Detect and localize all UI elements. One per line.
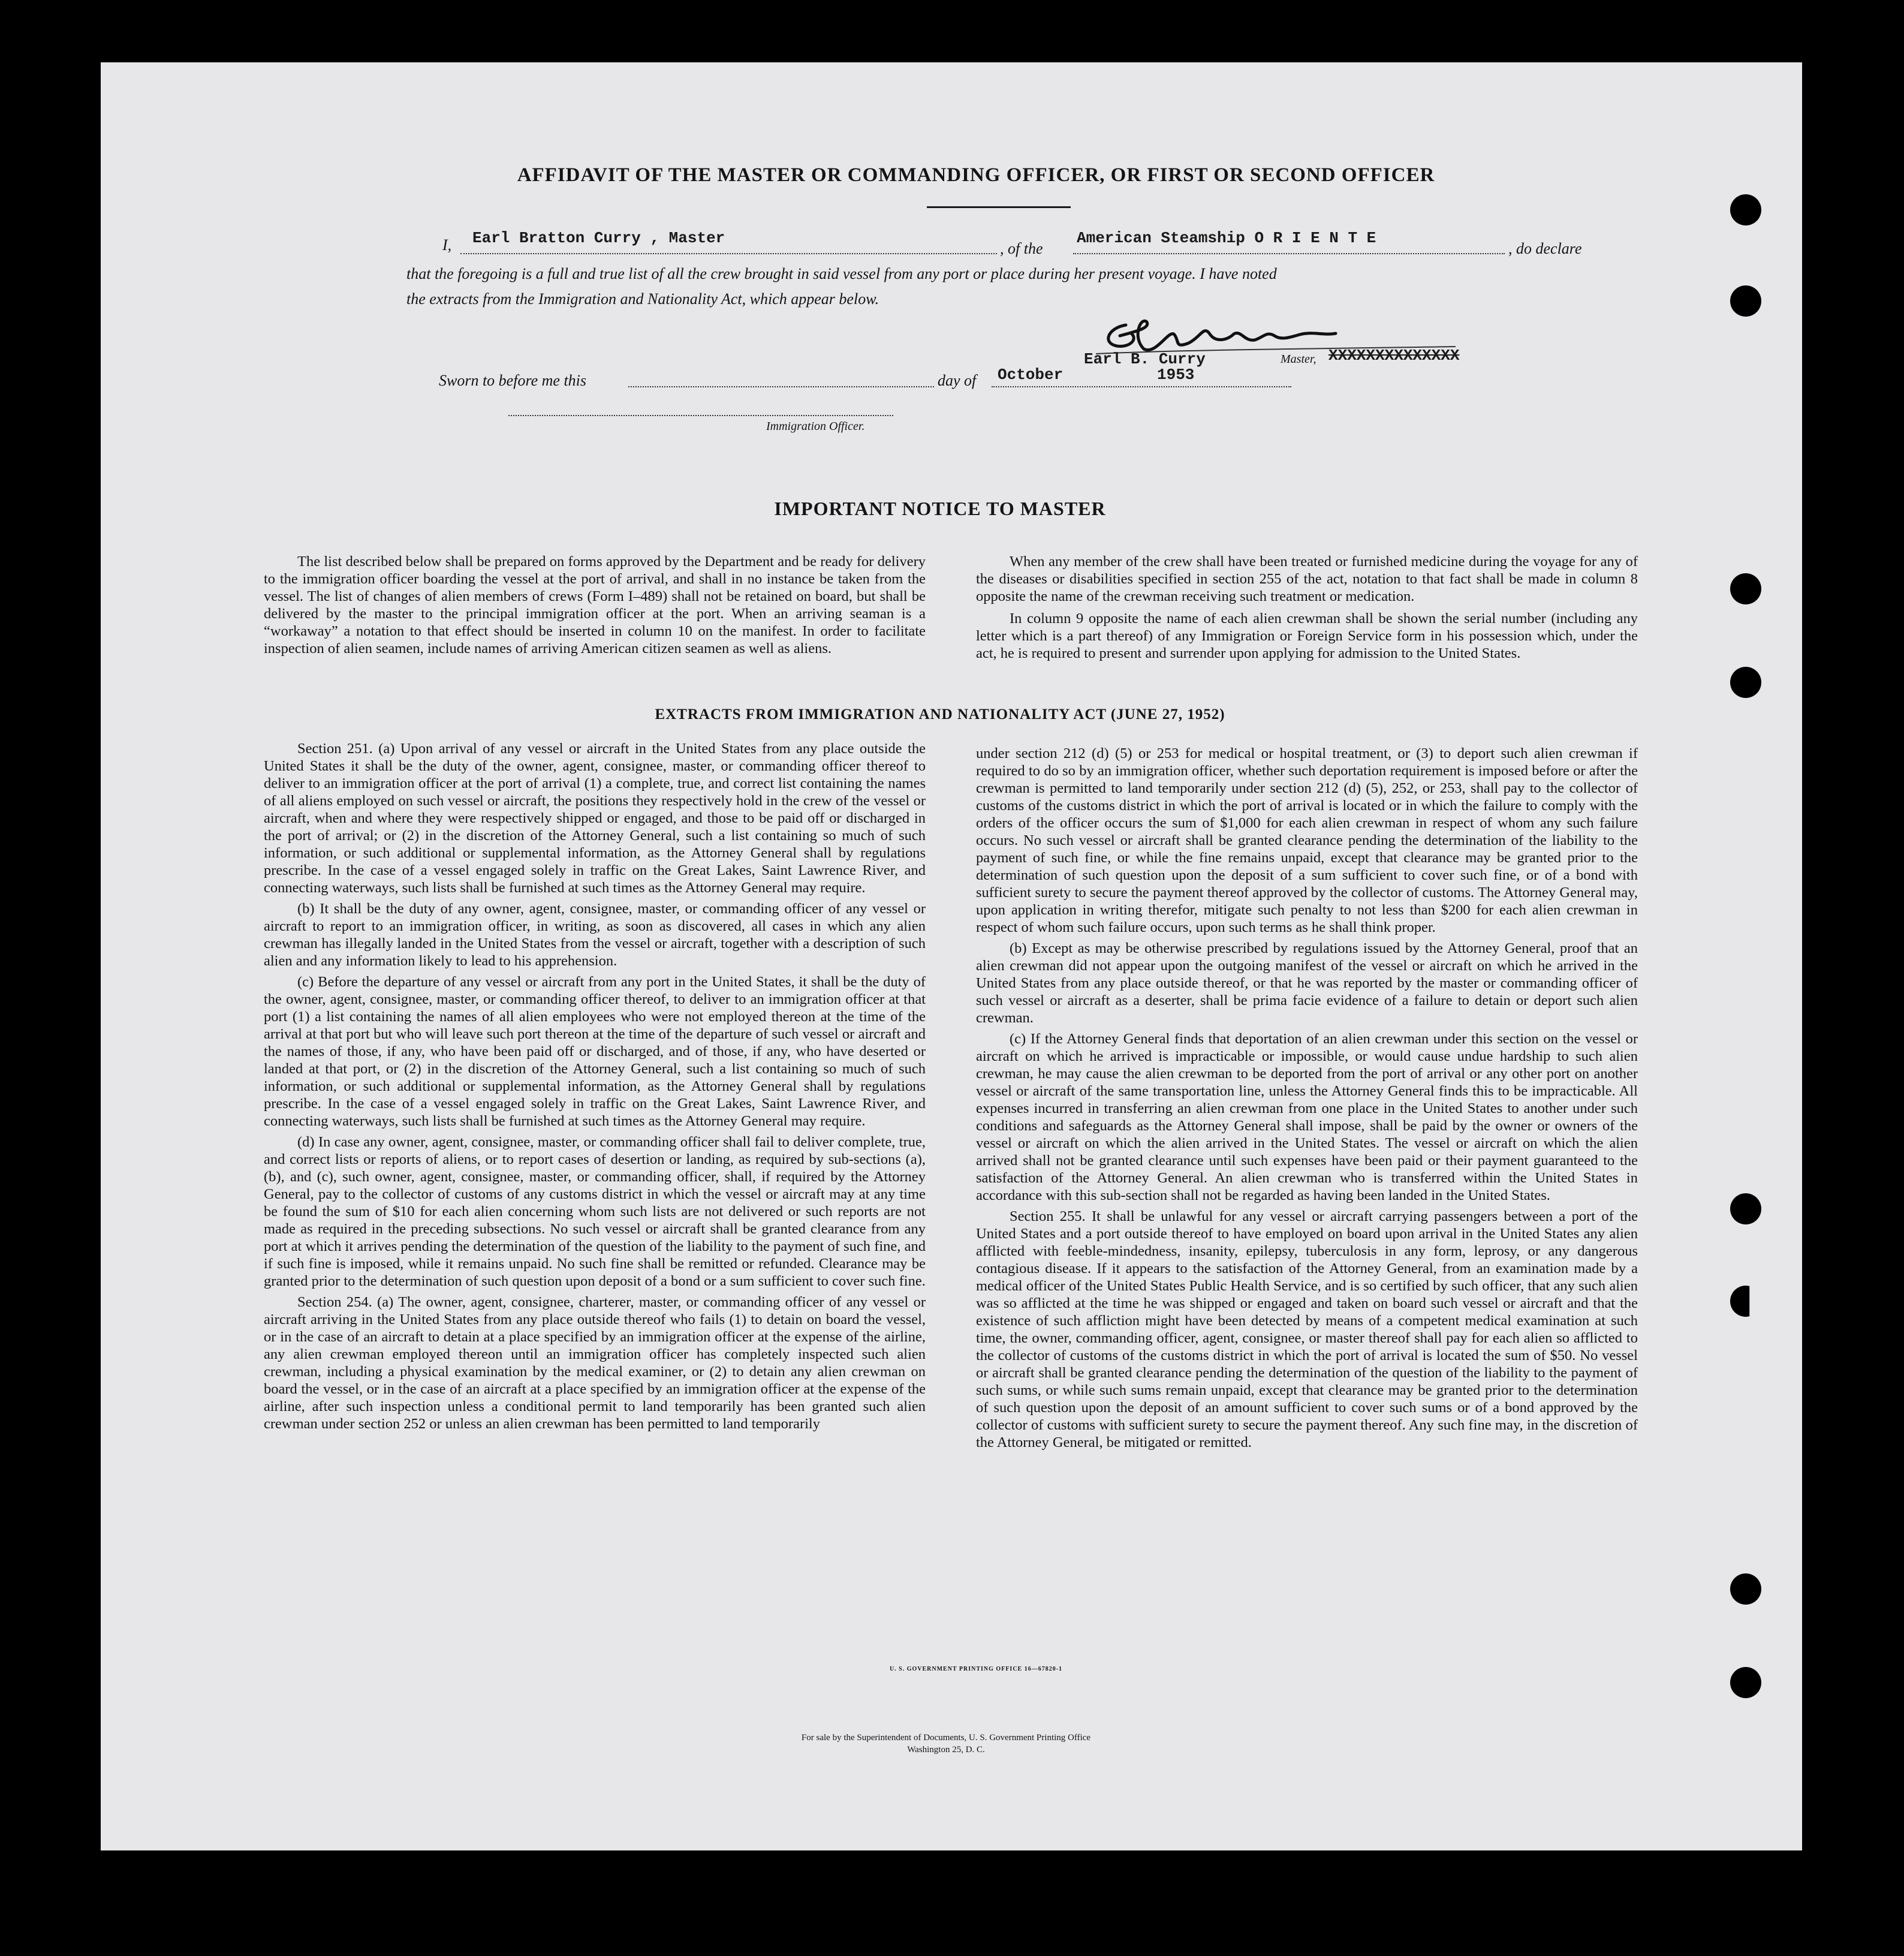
statement-line-1: that the foregoing is a full and true list of all the crew brought in said vessel from any port or place during her present voyage. I have noted [406,265,1277,282]
struck-title: XXXXXXXXXXXXXX [1328,347,1460,365]
i-label: I, [442,236,452,254]
sworn-label: Sworn to before me this [439,372,587,389]
do-declare-label: , do declare [1508,240,1582,257]
binder-hole [1730,1573,1761,1605]
binder-hole [1730,1667,1761,1698]
signature-name: Earl B. Curry [1084,350,1206,368]
sworn-month: October [998,366,1064,384]
section-255: Section 255. It shall be unlawful for any vessel or aircraft carrying passengers between a port of the United States and a port outside thereof to have employed on board upon arrival in the United States any alien afflicted with feeble-mindedness, insanity, epilepsy, tuberculosis in any form, leprosy, or any dangerous contagious disease. If it appears to the satisfaction of the Attorney General, from an examination made by a medical officer of the United States Public Health Service, and is so certified by such officer, that any such alien was so afflicted at the time he was shipped or engaged and taken on board such vessel or aircraft and that the existence of such affliction might have been detected by means of a competent medical examination at such time, the owner, commanding officer, agent, consignee, or master thereof shall pay for each alien so afflicted to the collector of customs of the customs district in which the port of arrival is located the sum of $50. No vessel or aircraft shall be granted clearance pending the determination of the question of the liability to the payment of such sums, or while such sums remain unpaid, except that clearance may be granted prior to the determination of such question upon the deposit of an amount sufficient to cover such sums or of a bond approved by the collector of customs with sufficient surety to secure the payment thereof. Any such fine may, in the discretion of the Attorney General, be mitigated or remitted. [976,1208,1638,1451]
vessel-name: American Steamship O R I E N T E [1077,229,1376,247]
notice-right-paragraph-1: When any member of the crew shall have been treated or furnished medicine during the voyage for any of the diseases or disabilities specified in section 255 of the act, notation to that fact shall be made in column 8 opposite the name of the crewman receiving such treatment or medication. [976,553,1638,604]
binder-hole [1730,194,1761,225]
section-251-d: (d) In case any owner, agent, consignee, master, or commanding officer shall fail to deliver complete, true, and correct lists or reports of aliens, or to report cases of desertion or landing, as required by sub-sections (a), (b), and (c), such owner, agent, consignee, master, or commanding officer, shall, if required by the Attorney General, pay to the collector of customs of any customs district in which the vessel or aircraft may at any time be found the sum of $10 for each alien concerning whom such lists are not delivered or such reports are not made as required in the preceding subsections. No such vessel or aircraft shall be granted clearance from any port at which it arrives pending the determination of the question of the liability to the payment of such fine, and if such fine is imposed, while it remains unpaid. No such fine shall be remitted or refunded. Clearance may be granted prior to the determination of such question upon deposit of a bond or a sum sufficient to cover such fine. [264,1134,926,1289]
vessel-dotline [1073,253,1505,254]
statement-line-2: the extracts from the Immigration and Nationality Act, which appear below. [406,290,879,308]
sworn-year: 1953 [1157,366,1195,384]
name-dotline [460,253,997,254]
notice-left-column [264,553,926,661]
notice-right-paragraph-2: In column 9 opposite the name of each alien crewman shall be shown the serial number (including any letter which is a part thereof) of any Immigration or Foreign Service form in his possession which, under the act, he is required to present and surrender upon applying for admission to the United States. [976,610,1638,661]
officer-dotline [508,415,893,416]
title-rule [927,206,1071,208]
section-251-b: (b) It shall be the duty of any owner, agent, consignee, master, or commanding officer of any vessel or aircraft to report to an immigration officer, in writing, as soon as discovered, all cases in which any alien crewman has illegally landed in the United States from the vessel or aircraft, together with a description of such alien and any information likely to lead to his apprehension. [264,901,926,969]
gpo-line: U. S. GOVERNMENT PRINTING OFFICE 16—67820-1 [889,1666,1063,1672]
sale-line-1: For sale by the Superintendent of Documents, U. S. Government Printing Office [801,1733,1091,1743]
sworn-day-dotline [628,386,934,387]
notice-right-column [976,553,1638,666]
document-page [101,62,1802,1850]
section-254-c: (c) If the Attorney General finds that deportation of an alien crewman under this section on the vessel or aircraft on which he arrived is impracticable or impossible, or would cause undue hardship to such alien crewman, he may cause the alien crewman to be deported from the port of arrival or any other port on another vessel or aircraft of the same transportation line, unless the Attorney General finds this to be impracticable. All expenses incurred in transferring an alien crewman from one place in the United States to another under such conditions and safeguards as the Attorney General shall impose, shall be paid by the owner or owners of the vessel or aircraft on which the alien arrived in the United States. The vessel or aircraft on which the alien arrived shall not be granted clearance until such expenses have been paid or their payment guaranteed to the satisfaction of the Attorney General. An alien crewman who is transferred within the United States in accordance with this sub-section shall not be regarded as having been landed in the United States. [976,1031,1638,1203]
immigration-officer-label: Immigration Officer. [766,420,865,433]
section-254-b: (b) Except as may be otherwise prescribed by regulations issued by the Attorney General, proof that an alien crewman did not appear upon the outgoing manifest of the vessel or aircraft on which he arrived in the United States from any place outside thereof, or that he was reported by the master or commanding officer of such vessel or aircraft as a deserter, shall be prima facie evidence of a failure to detain or deport such alien crewman. [976,940,1638,1026]
section-251-a: Section 251. (a) Upon arrival of any vessel or aircraft in the United States from any place outside the United States it shall be the duty of the owner, agent, consignee, master, or commanding officer thereof to deliver to an immigration officer at the port of arrival (1) a complete, true, and correct list containing the names of all aliens employed on such vessel or aircraft, the positions they respectively hold in the crew of the vessel or aircraft, when and where they were respectively shipped or engaged, and those to be paid off or discharged in the port of arrival; or (2) in the discretion of the Attorney General, such a list containing so much of such information, or such additional or supplemental information, as the Attorney General shall by regulations prescribe. In the case of a vessel engaged solely in traffic on the Great Lakes, Saint Lawrence River, and connecting waterways, such lists shall be furnished at such times as the Attorney General may require. [264,741,926,896]
day-of-label: day of [938,372,977,389]
extracts-left-column [264,740,926,1436]
section-251-c: (c) Before the departure of any vessel or aircraft from any port in the United States, it shall be the duty of the owner, agent, consignee, master, or commanding officer thereof, to deliver to an immigration officer at that port (1) a list containing the names of all alien employees who were not employed thereon at the time of the arrival at that port but who will leave such port thereon at the time of the departure of such vessel or aircraft and the names of those, if any, who have been paid off or discharged, and of those, if any, who have deserted or landed at that port, or (2) in the discretion of the Attorney General, such a list containing so much of such information, or such additional or supplemental information, as the Attorney General shall by regulations prescribe. In the case of a vessel engaged solely in traffic on the Great Lakes, Saint Lawrence River, and connecting waterways, such lists shall be furnished at such times as the Attorney General may require. [264,974,926,1129]
section-254-a-cont: under section 212 (d) (5) or 253 for medical or hospital treatment, or (3) to deport such alien crewman if required to do so by an immigration officer, whether such deportation requirement is imposed before or after the crewman is permitted to land temporarily under section 212 (d) (5), 252, or 253, shall pay to the collector of customs of the customs district in which the port of arrival is located or in which the failure to comply with the orders of the officer occurs the sum of $1,000 for each alien crewman in respect of whom any such failure occurs. No such vessel or aircraft shall be granted clearance pending the determination of the liability to the payment of such fine, or while the fine remains unpaid, except that clearance may be granted prior to the determination of such question upon the deposit of a sum sufficient to cover such fine, or of a bond with sufficient surety to secure the payment thereof approved by the collector of customs. The Attorney General may, upon application in writing therefor, mitigate such penalty to not less than $200 for each alien crewman in respect of whom such failure occurs, upon such terms as he shall think proper. [976,745,1638,935]
of-the-label: , of the [1000,240,1043,257]
binder-hole [1730,573,1761,604]
binder-hole [1730,1286,1761,1317]
section-254-a: Section 254. (a) The owner, agent, consignee, charterer, master, or commanding officer of any vessel or aircraft arriving in the United States from any place outside thereof who fails (1) to detain on board the vessel, or in the case of an aircraft to detain at a place specified by an immigration officer at the expense of the airline, any alien crewman employed thereon until an immigration officer has completely inspected such alien crewman, including a physical examination by the medical examiner, or (2) to detain any alien crewman on board the vessel, or in the case of an aircraft at a place specified by an immigration officer at the expense of the airline, after such inspection unless a conditional permit to land temporarily has been granted such alien crewman under section 252 or unless an alien crewman has been permitted to land temporarily [264,1294,926,1432]
notice-title: IMPORTANT NOTICE TO MASTER [774,498,1106,519]
master-name: Earl Bratton Curry , Master [472,229,725,247]
binder-hole [1730,1193,1761,1224]
master-title-label: Master, [1281,353,1316,366]
notice-left-paragraph: The list described below shall be prepared on forms approved by the Department and be ready for delivery to the immigration officer boarding the vessel at the port of arrival, and shall in no instance be taken from the vessel. The list of changes of alien members of crews (Form I–489) shall not be retained on board, but shall be delivered by the master to the principal immigration officer at the port. When an arriving seaman is a “workaway” a notation to that effect should be inserted in column 10 on the manifest. In order to facilitate inspection of alien seamen, include names of arriving American citizen seamen as well as aliens. [264,553,926,657]
sworn-month-dotline [992,386,1291,387]
affidavit-title: AFFIDAVIT OF THE MASTER OR COMMANDING OFFICER, OR FIRST OR SECOND OFFICER [517,164,1435,186]
extracts-right-column [976,745,1638,1455]
extracts-title: EXTRACTS FROM IMMIGRATION AND NATIONALITY ACT (JUNE 27, 1952) [655,706,1225,723]
sale-line-2: Washington 25, D. C. [907,1745,985,1755]
binder-hole [1730,285,1761,317]
binder-hole [1730,667,1761,698]
